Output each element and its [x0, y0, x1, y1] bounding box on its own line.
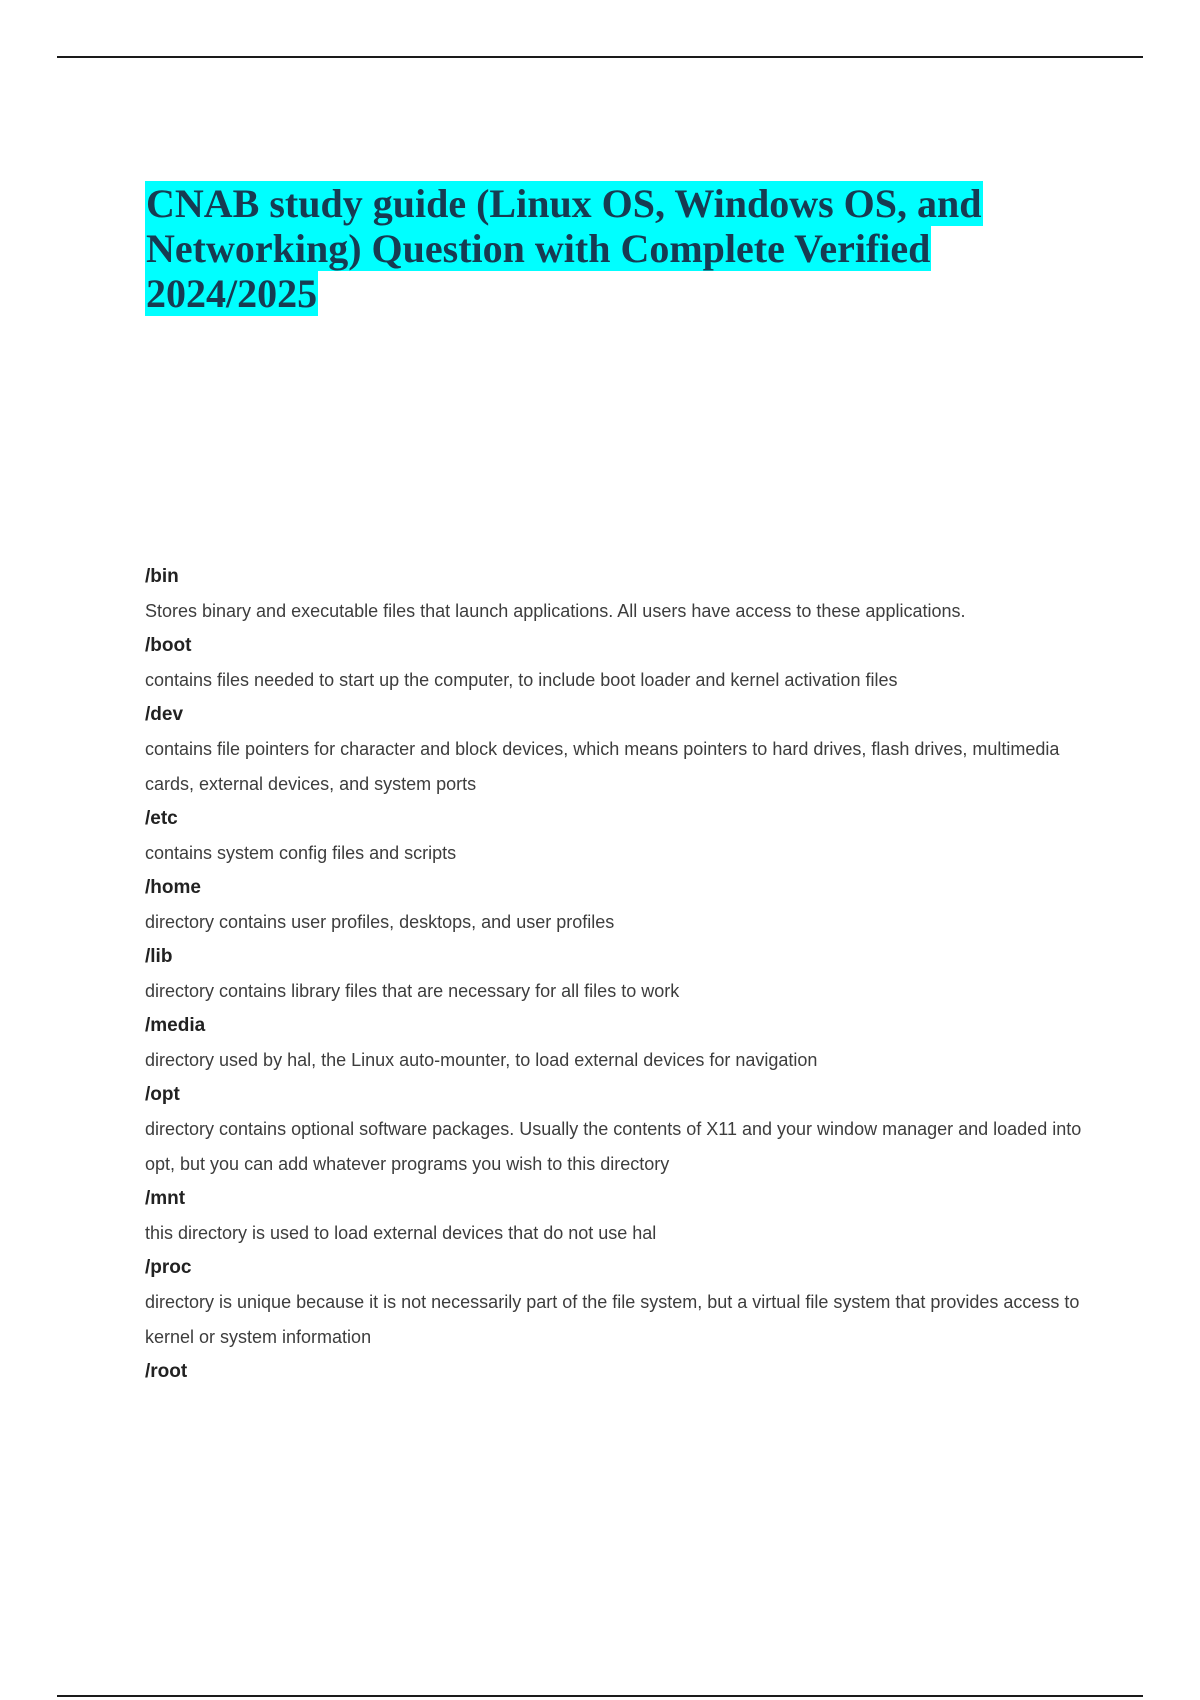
term-mnt: /mnt — [145, 1188, 186, 1209]
definition-boot: contains files needed to start up the computer, to include boot loader and kernel activation files — [145, 670, 898, 690]
term-opt: /opt — [145, 1084, 180, 1105]
term-boot: /boot — [145, 635, 192, 656]
title-line-text: 2024/2025 — [146, 271, 318, 316]
definition-proc: directory is unique because it is not necessarily part of the file system, but a virtual file system that provides access to kernel or system information — [145, 1292, 1080, 1347]
term-dev: /dev — [145, 704, 184, 725]
term-media: /media — [145, 1015, 206, 1036]
term-etc: /etc — [145, 808, 178, 829]
title-line — [145, 181, 1045, 226]
title-line — [145, 226, 1045, 271]
definition-dev: contains file pointers for character and block devices, which means pointers to hard drives, flash drives, multimedia cards, external devices, and system ports — [145, 739, 1060, 794]
title-line — [145, 271, 1045, 316]
definition-home: directory contains user profiles, desktops, and user profiles — [145, 912, 615, 932]
term-root: /root — [145, 1361, 188, 1382]
term-proc: /proc — [145, 1257, 192, 1278]
definition-media: directory used by hal, the Linux auto-mounter, to load external devices for navigation — [145, 1050, 818, 1070]
term-home: /home — [145, 877, 201, 898]
term-bin: /bin — [145, 566, 179, 587]
term-lib: /lib — [145, 946, 173, 967]
top-rule — [57, 56, 1143, 58]
definition-opt: directory contains optional software packages. Usually the contents of X11 and your window manager and loaded into opt, but you can add whatever programs you wish to this directory — [145, 1119, 1082, 1174]
title-line-text: CNAB study guide (Linux OS, Windows OS, and — [146, 181, 982, 226]
definition-bin: Stores binary and executable files that launch applications. All users have access to these applications. — [145, 601, 966, 621]
definition-mnt: this directory is used to load external devices that do not use hal — [145, 1223, 657, 1243]
definition-lib: directory contains library files that are necessary for all files to work — [145, 981, 680, 1001]
definition-etc: contains system config files and scripts — [145, 843, 457, 863]
document-title — [145, 181, 1045, 316]
title-line-text: Networking) Question with Complete Verified — [146, 226, 931, 271]
bottom-rule — [57, 1695, 1143, 1697]
glossary-list — [145, 560, 1085, 1389]
